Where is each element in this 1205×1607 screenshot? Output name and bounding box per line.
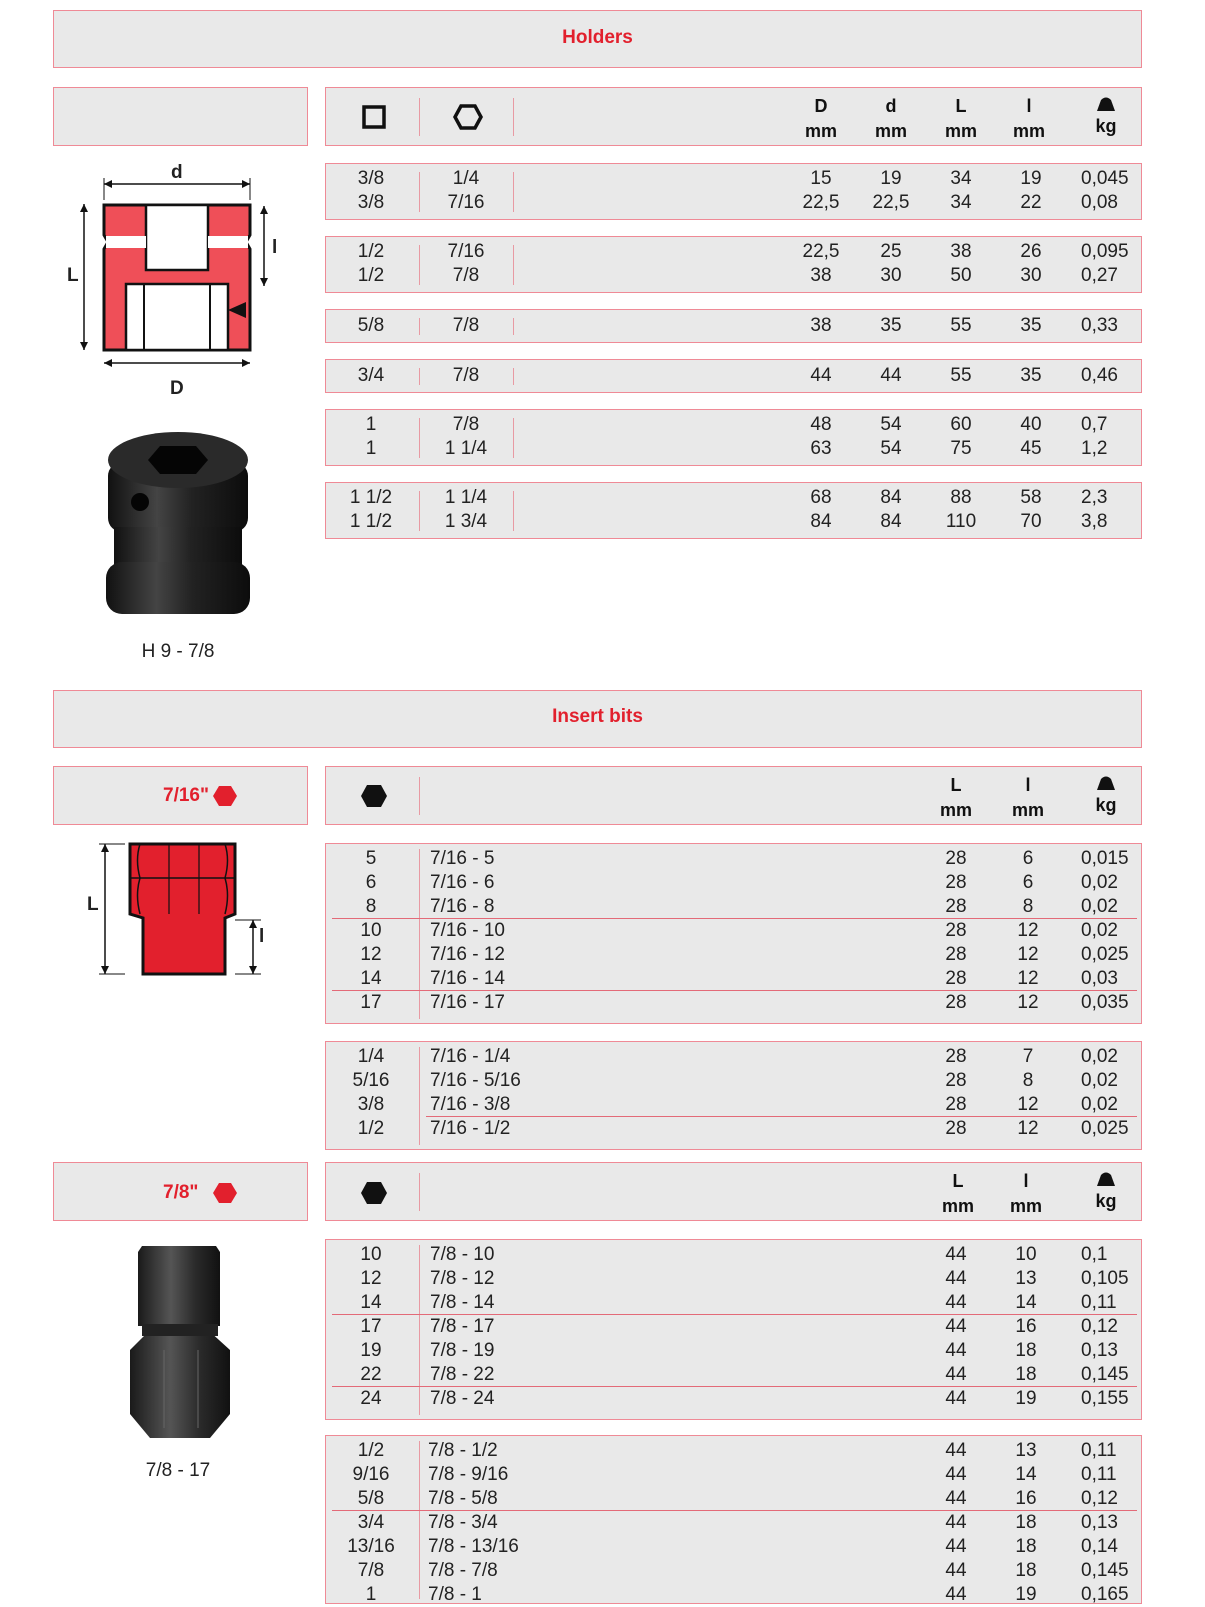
holders-group-6: 1 1/2 1 1/4 68 84 88 58 2,3 1 1/2 1 3/4 84 84 110 70 3,8 — [325, 482, 1142, 539]
hexagon-filled-red-icon — [212, 1181, 238, 1205]
insert-78-group-1: 10 7/8 - 10 44 10 0,1 12 7/8 - 12 44 13 0,105 14 7/8 - 14 44 14 0,11 17 7/8 - 17 44 16 0,12 19 7/8 - 19 44 18 0,13 22 7/8 - 22 44 18 0,145 24 7/8 - 24 44 19 0,155 — [325, 1239, 1142, 1420]
insert-716-header-box — [325, 766, 1142, 825]
holders-title-bar — [53, 10, 1142, 68]
diagram-label-L: L — [67, 265, 79, 286]
square-drive-icon — [361, 104, 387, 130]
header-l: l mm — [1009, 1171, 1042, 1216]
holders-group-2: 1/2 7/16 22,5 25 38 26 0,095 1/2 7/8 38 30 50 30 0,27 — [325, 236, 1142, 293]
insert-bit-716-diagram — [85, 840, 285, 980]
hexagon-outline-icon — [453, 104, 483, 130]
diagram-label-d: d — [171, 162, 183, 183]
header-l: l mm — [1012, 96, 1045, 141]
holder-photo-caption: H 9 - 7/8 — [141, 641, 215, 662]
header-kg: kg — [1081, 1169, 1131, 1214]
insert-bits-title: Insert bits — [552, 706, 643, 727]
holders-group-3: 5/8 7/8 38 35 55 35 0,33 — [325, 309, 1142, 343]
section-label-78-text: 7/8" — [163, 1182, 199, 1203]
insert-716-group-1: 5 7/16 - 5 28 6 0,015 6 7/16 - 6 28 6 0,02 8 7/16 - 8 28 8 0,02 10 7/16 - 10 28 12 0,02 12 7/16 - 12 28 12 0,025 14 7/16 - 14 28 12 0,03 17 7/16 - 17 28 12 0,035 — [325, 843, 1142, 1024]
insert-bit-78-photo — [120, 1238, 240, 1448]
header-L: L mm — [939, 775, 972, 820]
holders-left-header-box — [53, 87, 308, 146]
bit-diagram-label-l: l — [259, 926, 265, 947]
holder-dimension-diagram — [60, 160, 300, 405]
header-kg: kg — [1081, 94, 1131, 139]
bit-diagram-label-L: L — [87, 894, 99, 915]
hexagon-filled-icon — [359, 783, 389, 809]
hexagon-filled-red-icon — [212, 784, 238, 808]
header-kg: kg — [1081, 773, 1131, 818]
header-D: D mm — [804, 96, 837, 141]
holders-group-1: 3/8 1/4 15 19 34 19 0,045 3/8 7/16 22,5 22,5 34 22 0,08 — [325, 163, 1142, 220]
weight-icon — [1095, 775, 1117, 793]
header-L: L mm — [941, 1171, 974, 1216]
insert-78-group-2: 1/2 7/8 - 1/2 44 13 0,11 9/16 7/8 - 9/16 44 14 0,11 5/8 7/8 - 5/8 44 16 0,12 3/4 7/8 - 3/4 44 18 0,13 13/16 7/8 - 13/16 44 18 0,14 7/8 7/8 - 7/8 44 18 0,145 1 7/8 - 1 44 19 0,165 — [325, 1435, 1142, 1604]
header-l: l mm — [1011, 775, 1044, 820]
holders-group-5: 1 7/8 48 54 60 40 0,7 1 1 1/4 63 54 75 45 1,2 — [325, 409, 1142, 466]
insert-716-group-2: 1/4 7/16 - 1/4 28 7 0,02 5/16 7/16 - 5/16 28 8 0,02 3/8 7/16 - 3/8 28 12 0,02 1/2 7/16 - 1/2 28 12 0,025 — [325, 1041, 1142, 1150]
holders-group-4: 3/4 7/8 44 44 55 35 0,46 — [325, 359, 1142, 393]
holders-header-box — [325, 87, 1142, 146]
weight-icon — [1095, 96, 1117, 114]
header-d: d mm — [874, 96, 907, 141]
insert-78-header-box — [325, 1162, 1142, 1221]
insert-bits-title-bar — [53, 690, 1142, 748]
hexagon-filled-icon — [359, 1180, 389, 1206]
holders-title: Holders — [562, 27, 633, 48]
bit-photo-caption: 7/8 - 17 — [145, 1460, 211, 1481]
holder-socket-photo — [100, 422, 256, 628]
weight-icon — [1095, 1171, 1117, 1189]
section-label-716-text: 7/16" — [163, 785, 209, 806]
section-label-78 — [53, 1162, 308, 1221]
section-label-716 — [53, 766, 308, 825]
diagram-label-D: D — [170, 378, 184, 399]
header-L: L mm — [944, 96, 977, 141]
diagram-label-l: l — [272, 237, 278, 258]
